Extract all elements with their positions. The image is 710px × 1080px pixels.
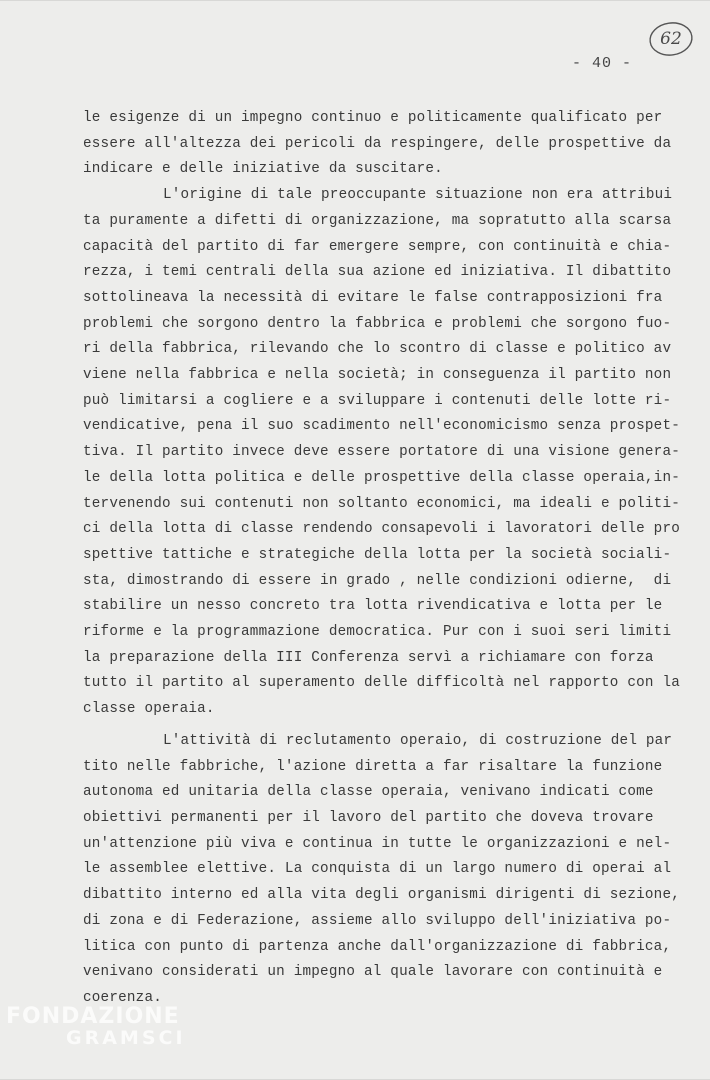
page-number: - 40 -: [571, 55, 632, 72]
text-line: le assemblee elettive. La conquista di un largo numero di operai al: [83, 861, 672, 878]
handwritten-page-note: [647, 19, 695, 59]
text-line: la preparazione della III Conferenza servì a richiamare con forza: [83, 649, 654, 666]
text-line: venivano considerati un impegno al quale lavorare con continuità e: [83, 964, 663, 981]
text-line: sottolineava la necessità di evitare le false contrapposizioni fra: [83, 289, 663, 306]
archive-watermark: [6, 1004, 186, 1049]
text-line: dibattito interno ed alla vita degli organismi dirigenti di sezione,: [83, 887, 681, 904]
text-line: spettive tattiche e strategiche della lotta per la società sociali-: [83, 546, 672, 563]
text-line: sta, dimostrando di essere in grado , nelle condizioni odierne, di: [83, 572, 672, 589]
text-line: classe operaia.: [83, 701, 215, 718]
text-line: L'attività di reclutamento operaio, di costruzione del par: [163, 732, 673, 749]
text-line: un'attenzione più viva e continua in tutte le organizzazioni e nel-: [83, 835, 672, 852]
text-line: ri della fabbrica, rilevando che lo scontro di classe e politico av: [83, 341, 672, 358]
text-line: L'origine di tale preoccupante situazione non era attribui: [163, 187, 673, 204]
text-line: tiva. Il partito invece deve essere portatore di una visione genera-: [83, 444, 681, 461]
text-line: indicare e delle iniziative da suscitare.: [83, 161, 443, 178]
text-line: riforme e la programmazione democratica. Pur con i suoi seri limiti: [83, 624, 672, 641]
text-line: di zona e di Federazione, assieme allo sviluppo dell'iniziativa po-: [83, 912, 672, 929]
text-line: può limitarsi a cogliere e a sviluppare i contenuti delle lotte ri-: [83, 392, 672, 409]
text-line: viene nella fabbrica e nella società; in conseguenza il partito non: [83, 367, 672, 384]
text-line: tervenendo sui contenuti non soltanto economici, ma ideali e politi-: [83, 495, 681, 512]
text-line: vendicative, pena il suo scadimento nell'economicismo senza prospet-: [83, 418, 681, 435]
text-line: ta puramente a difetti di organizzazione, ma sopratutto alla scarsa: [83, 212, 672, 229]
text-line: rezza, i temi centrali della sua azione ed iniziativa. Il dibattito: [83, 264, 672, 281]
text-line: tito nelle fabbriche, l'azione diretta a far risaltare la funzione: [83, 758, 663, 775]
text-line: ci della lotta di classe rendendo consapevoli i lavoratori delle pro: [83, 521, 681, 538]
text-line: problemi che sorgono dentro la fabbrica e problemi che sorgono fuo-: [83, 315, 672, 332]
text-line: coerenza.: [83, 989, 163, 1006]
text-line: litica con punto di partenza anche dall'organizzazione di fabbrica,: [83, 938, 672, 955]
text-line: capacità del partito di far emergere sempre, con continuità e chia-: [83, 238, 672, 255]
text-line: tutto il partito al superamento delle difficoltà nel rapporto con la: [83, 675, 681, 692]
text-line: obiettivi permanenti per il lavoro del partito che doveva trovare: [83, 809, 654, 826]
text-line: le della lotta politica e delle prospettive della classe operaia,in-: [83, 469, 681, 486]
text-line: essere all'altezza dei pericoli da respingere, delle prospettive da: [83, 135, 672, 152]
typewritten-body: [83, 106, 683, 1012]
text-line: stabilire un nesso concreto tra lotta rivendicativa e lotta per le: [83, 598, 663, 615]
text-line: autonoma ed unitaria della classe operaia, venivano indicati come: [83, 784, 654, 801]
text-line: le esigenze di un impegno continuo e politicamente qualificato per: [83, 110, 663, 126]
watermark-line-1: FONDAZIONE: [6, 1004, 180, 1029]
watermark-line-2: GRAMSCI: [66, 1027, 186, 1049]
handwritten-number: 62: [660, 29, 682, 49]
